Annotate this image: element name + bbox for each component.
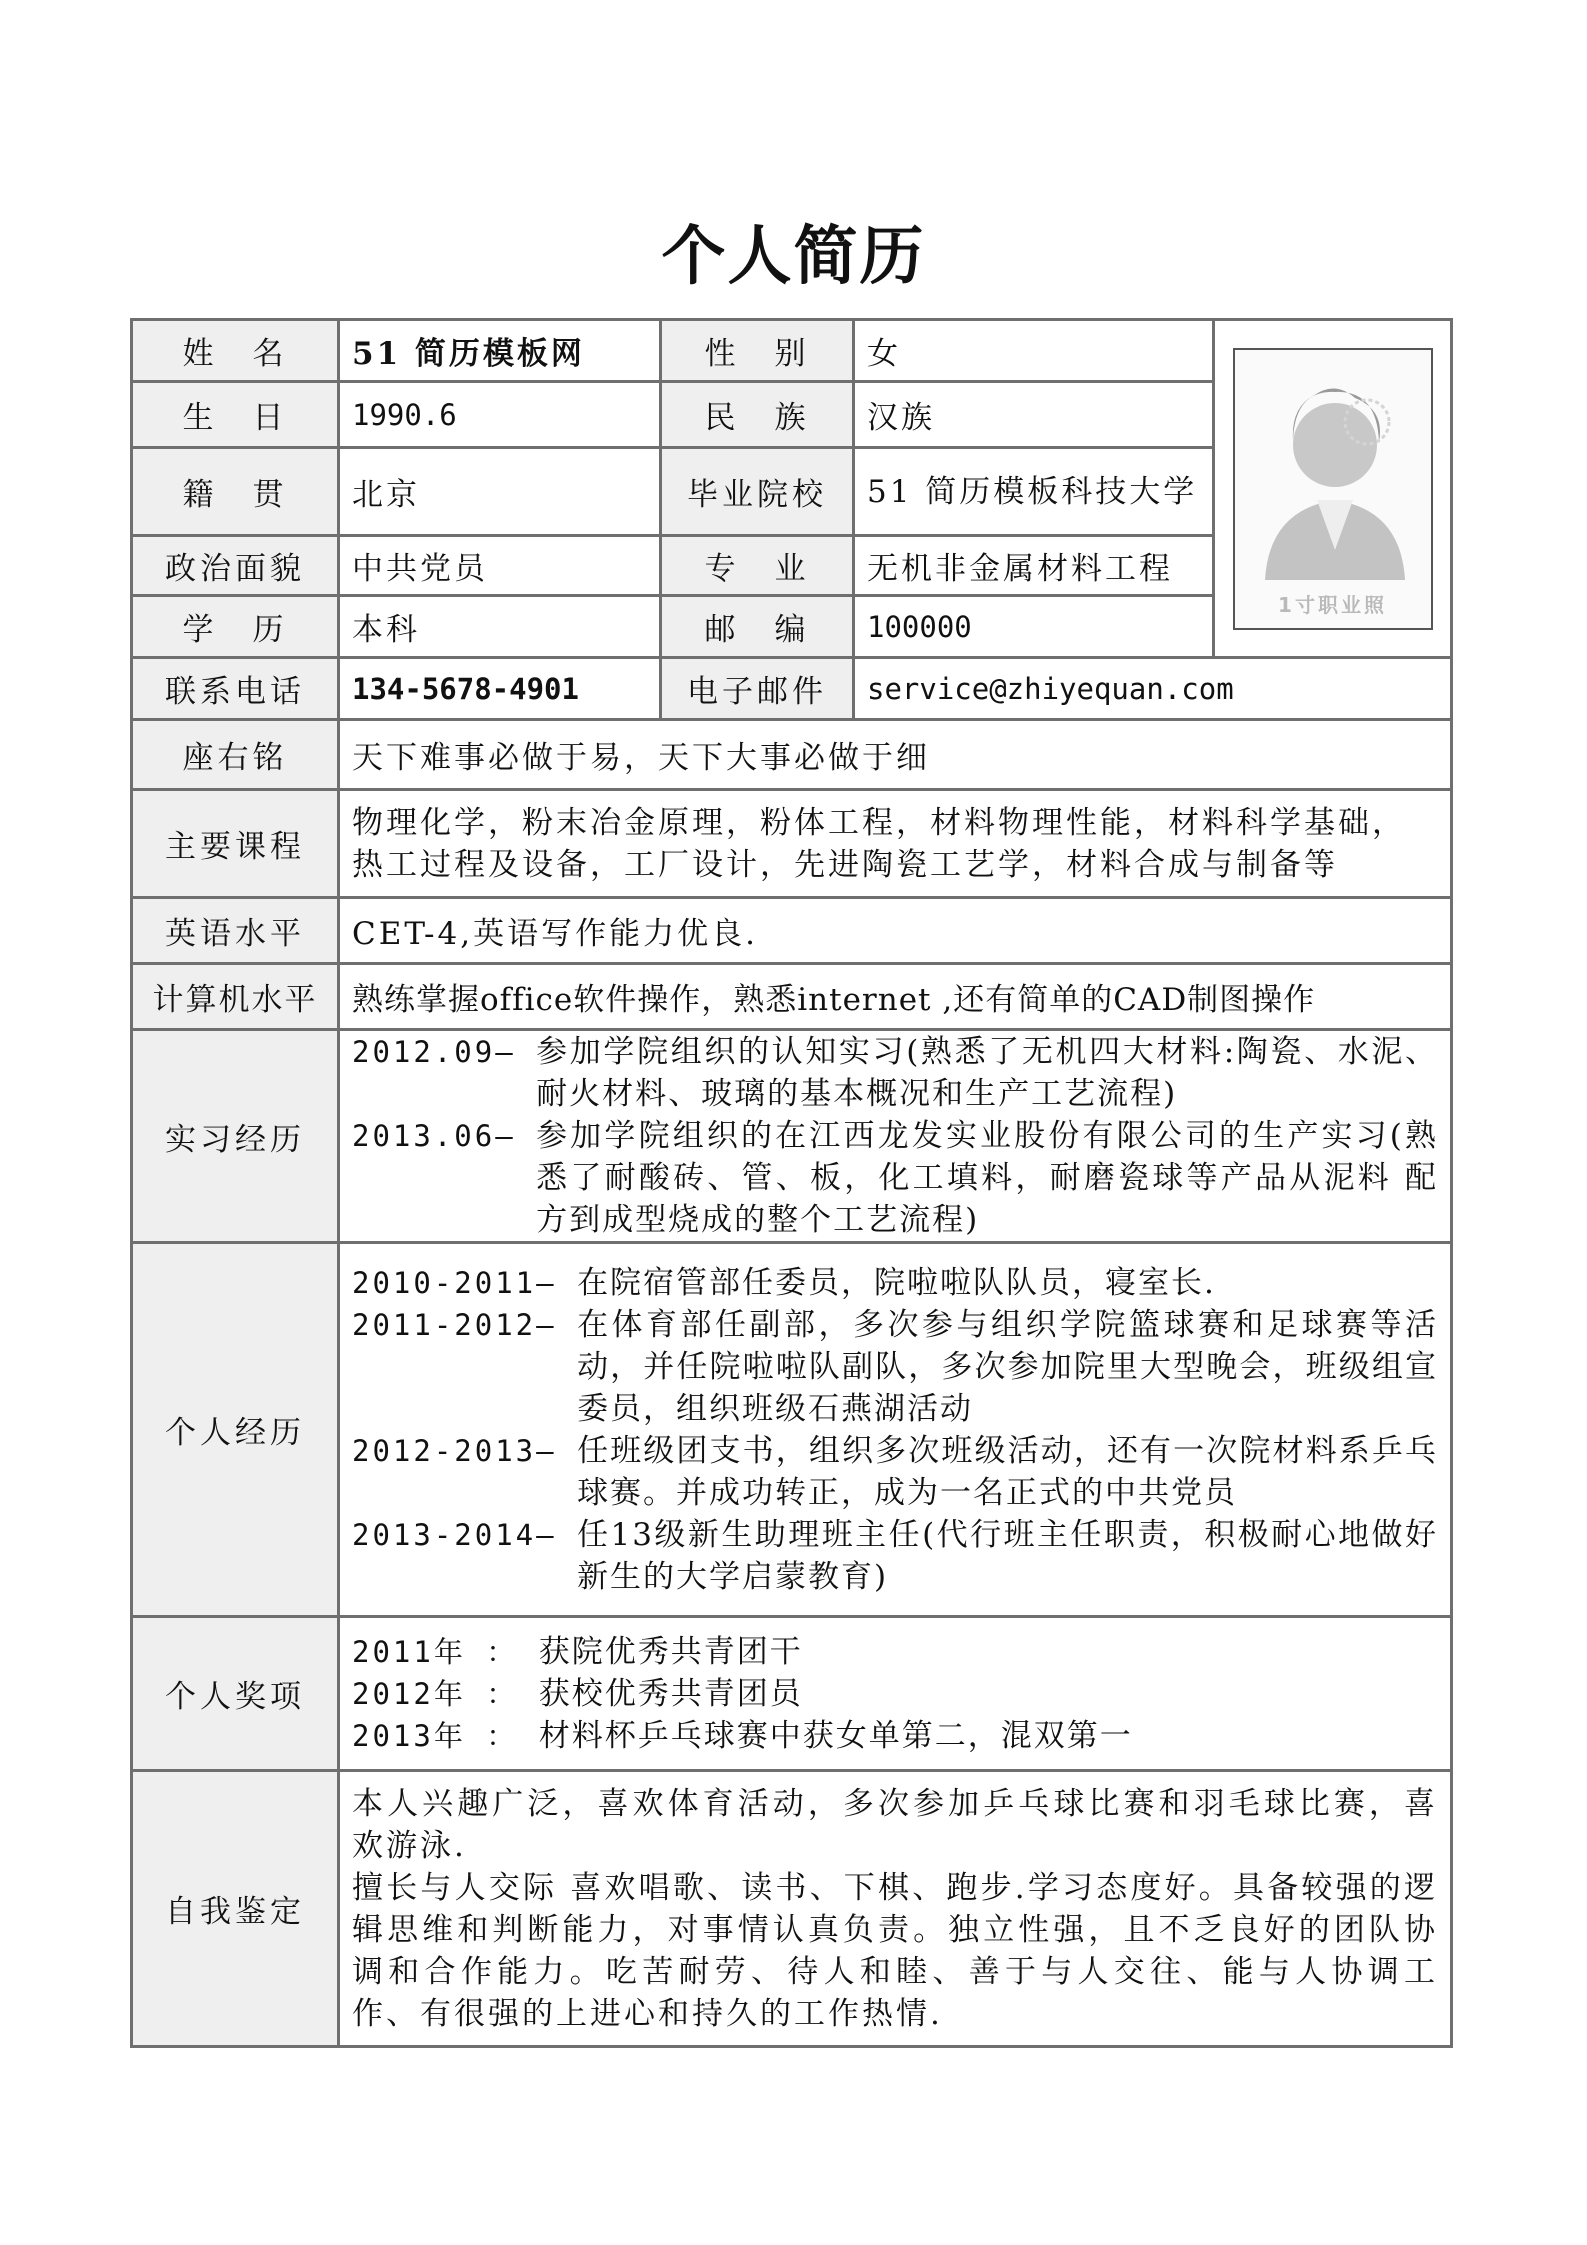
birth-value: 1990.6 (339, 382, 661, 448)
photo-caption: 1寸职业照 (1278, 592, 1387, 617)
motto-value: 天下难事必做于易，天下大事必做于细 (339, 720, 1452, 790)
row-phone-email (132, 658, 1452, 720)
internship-value (339, 1030, 1452, 1243)
politics-value: 中共党员 (339, 536, 661, 596)
experience-value (339, 1243, 1452, 1617)
awards-label: 个人奖项 (132, 1617, 339, 1771)
experience-entry (352, 1514, 1438, 1598)
name-label: 姓 名 (132, 320, 339, 382)
photo-frame (1233, 348, 1433, 630)
resume-table (130, 318, 1453, 2048)
school-label: 毕业院校 (661, 448, 854, 536)
computer-label: 计算机水平 (132, 964, 339, 1030)
name-value: 51 简历模板网 (339, 320, 661, 382)
internship-desc: 参加学院组织的在江西龙发实业股份有限公司的生产实习(熟悉了耐酸砖、管、板，化工填料，耐磨瓷球等产品从泥料 配方到成型烧成的整个工艺流程) (536, 1118, 1438, 1238)
education-value: 本科 (339, 596, 661, 658)
postcode-value: 100000 (854, 596, 1214, 658)
experience-date: 2013-2014— (352, 1517, 578, 1552)
phone-label: 联系电话 (132, 658, 339, 720)
row-courses (132, 790, 1452, 898)
education-label: 学 历 (132, 596, 339, 658)
self-eval-label: 自我鉴定 (132, 1771, 339, 2047)
photo-cell (1214, 320, 1452, 658)
major-value: 无机非金属材料工程 (854, 536, 1214, 596)
phone-value: 134-5678-4901 (339, 658, 661, 720)
internship-label: 实习经历 (132, 1030, 339, 1243)
row-internship (132, 1030, 1452, 1243)
award-entry (352, 1673, 1438, 1715)
award-desc: 材料杯乒乓球赛中获女单第二，混双第一 (538, 1717, 1133, 1754)
internship-entry (352, 1115, 1438, 1241)
award-entry (352, 1631, 1438, 1673)
postcode-label: 邮 编 (661, 596, 854, 658)
origin-value: 北京 (339, 448, 661, 536)
school-value: 51 简历模板科技大学 (854, 448, 1214, 536)
gender-value: 女 (854, 320, 1214, 382)
self-eval-paragraph: 本人兴趣广泛，喜欢体育活动，多次参加乒乓球比赛和羽毛球比赛，喜欢游泳. (352, 1785, 1438, 1864)
row-awards (132, 1617, 1452, 1771)
avatar-placeholder-icon (1235, 350, 1431, 628)
row-computer (132, 964, 1452, 1030)
gender-label: 性 别 (661, 320, 854, 382)
internship-date: 2012.09— (352, 1035, 537, 1069)
row-english (132, 898, 1452, 964)
page-title: 个人简历 (661, 220, 926, 294)
experience-entry (352, 1262, 1438, 1304)
awards-value (339, 1617, 1452, 1771)
experience-desc: 任13级新生助理班主任(代行班主任职责，积极耐心地做好新生的大学启蒙教育) (577, 1516, 1438, 1595)
award-desc: 获校优秀共青团员 (538, 1675, 803, 1712)
major-label: 专 业 (661, 536, 854, 596)
experience-entry (352, 1304, 1438, 1430)
internship-desc: 参加学院组织的认知实习(熟悉了无机四大材料:陶瓷、水泥、耐火材料、玻璃的基本概况和生产工艺流程) (536, 1034, 1438, 1112)
courses-label: 主要课程 (132, 790, 339, 898)
experience-label: 个人经历 (132, 1243, 339, 1617)
motto-label: 座右铭 (132, 720, 339, 790)
email-label: 电子邮件 (661, 658, 854, 720)
row-motto (132, 720, 1452, 790)
english-label: 英语水平 (132, 898, 339, 964)
ethnicity-label: 民 族 (661, 382, 854, 448)
row-self-eval (132, 1771, 1452, 2047)
award-year: 2011年 ： (352, 1634, 539, 1669)
experience-entry (352, 1430, 1438, 1514)
row-experience (132, 1243, 1452, 1617)
computer-value: 熟练掌握office软件操作，熟悉internet ,还有简单的CAD制图操作 (339, 964, 1452, 1030)
experience-desc: 在体育部任副部，多次参与组织学院篮球赛和足球赛等活动，并任院啦啦队副队，多次参加院里大型晚会，班级组宣委员，组织班级石燕湖活动 (577, 1306, 1438, 1427)
award-entry (352, 1715, 1438, 1757)
courses-line: 物理化学，粉末冶金原理，粉体工程，材料物理性能，材料科学基础， (352, 804, 1406, 841)
experience-date: 2012-2013— (352, 1433, 578, 1468)
email-value: service@zhiyequan.com (854, 658, 1452, 720)
award-year: 2012年 ： (352, 1676, 539, 1711)
row-name-gender (132, 320, 1452, 382)
birth-label: 生 日 (132, 382, 339, 448)
politics-label: 政治面貌 (132, 536, 339, 596)
self-eval-value (339, 1771, 1452, 2047)
award-year: 2013年 ： (352, 1718, 539, 1753)
internship-entry (352, 1031, 1438, 1115)
origin-label: 籍 贯 (132, 448, 339, 536)
experience-date: 2010-2011— (352, 1265, 578, 1300)
self-eval-paragraph: 擅长与人交际 喜欢唱歌、读书、下棋、跑步.学习态度好。具备较强的逻辑思维和判断能力，对事情认真负责。独立性强，且不乏良好的团队协调和合作能力。吃苦耐劳、待人和睦、善于与人交往、能与人协调工作、有很强的上进心和持久的工作热情. (352, 1869, 1438, 2032)
courses-value (339, 790, 1452, 898)
experience-date: 2011-2012— (352, 1307, 578, 1342)
award-desc: 获院优秀共青团干 (538, 1633, 803, 1670)
experience-desc: 任班级团支书，组织多次班级活动，还有一次院材料系乒乓球赛。并成功转正，成为一名正式的中共党员 (577, 1432, 1438, 1511)
ethnicity-value: 汉族 (854, 382, 1214, 448)
experience-desc: 在院宿管部任委员，院啦啦队队员，寝室长. (577, 1264, 1216, 1301)
internship-date: 2013.06— (352, 1119, 537, 1153)
english-value: CET-4,英语写作能力优良. (339, 898, 1452, 964)
courses-line: 热工过程及设备，工厂设计，先进陶瓷工艺学，材料合成与制备等 (352, 846, 1338, 883)
